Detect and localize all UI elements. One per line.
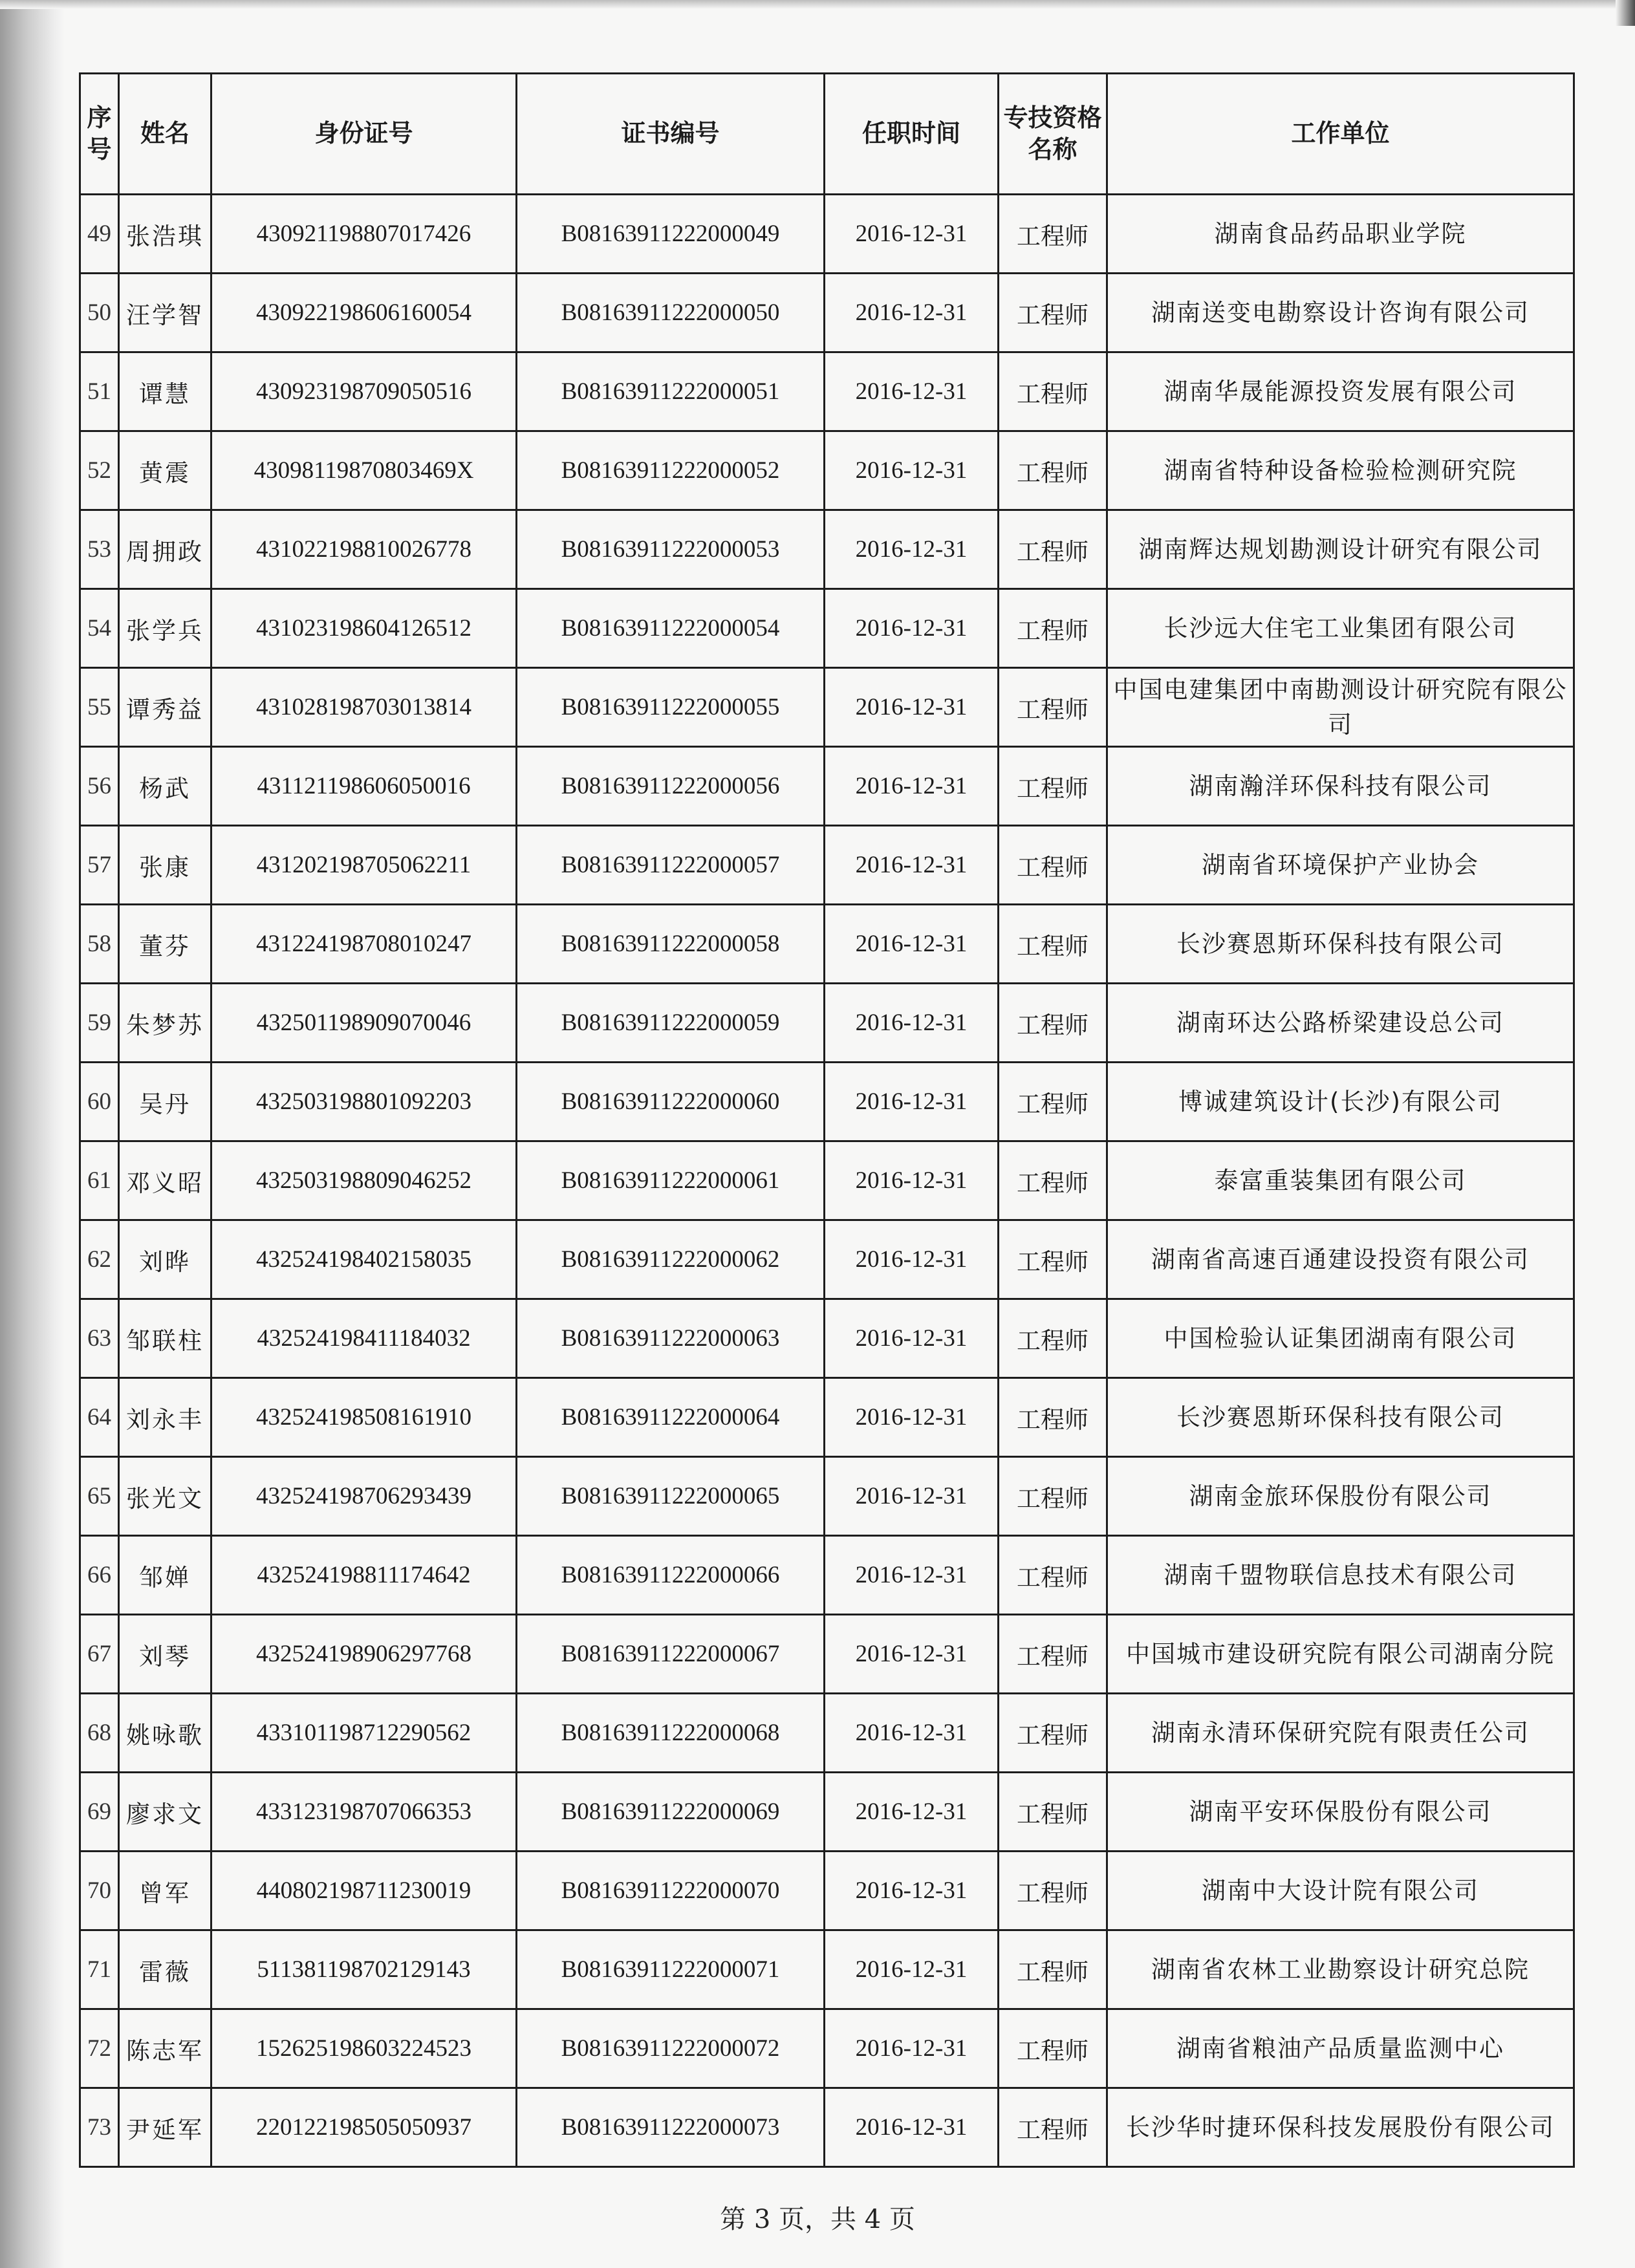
appointment-date-cell: 2016-12-31 — [825, 1930, 999, 2009]
table-row — [80, 2088, 1574, 2167]
row-number-cell: 71 — [80, 1930, 119, 2009]
row-number-cell: 70 — [80, 1852, 119, 1930]
qualification-title-cell: 工程师 — [999, 984, 1107, 1063]
person-name-cell: 汪学智 — [119, 274, 211, 352]
certificate-number-cell: B08163911222000061 — [517, 1141, 825, 1220]
appointment-date-cell: 2016-12-31 — [825, 1220, 999, 1299]
id-number-cell: 433123198707066353 — [211, 1773, 517, 1852]
id-number-cell: 432503198801092203 — [211, 1063, 517, 1141]
person-name-cell: 邓义昭 — [119, 1141, 211, 1220]
qualification-title-cell: 工程师 — [999, 1063, 1107, 1141]
qualification-title-cell: 工程师 — [999, 1930, 1107, 2009]
id-number-cell: 431028198703013814 — [211, 668, 517, 747]
qualification-title-cell: 工程师 — [999, 352, 1107, 431]
qualification-title-cell: 工程师 — [999, 1299, 1107, 1378]
id-number-cell: 432524198402158035 — [211, 1220, 517, 1299]
row-number-cell: 55 — [80, 668, 119, 747]
qualification-title-cell: 工程师 — [999, 510, 1107, 589]
qualification-title-cell: 工程师 — [999, 1615, 1107, 1694]
person-name-cell: 曾军 — [119, 1852, 211, 1930]
appointment-date-cell: 2016-12-31 — [825, 1694, 999, 1773]
appointment-date-cell: 2016-12-31 — [825, 1773, 999, 1852]
work-unit-cell: 湖南瀚洋环保科技有限公司 — [1107, 747, 1574, 826]
certificate-register-table — [79, 72, 1575, 2168]
certificate-number-cell: B08163911222000060 — [517, 1063, 825, 1141]
table-row — [80, 1220, 1574, 1299]
qualification-title-cell: 工程师 — [999, 747, 1107, 826]
person-name-cell: 刘琴 — [119, 1615, 211, 1694]
id-number-cell: 432524198706293439 — [211, 1457, 517, 1536]
id-number-cell: 440802198711230019 — [211, 1852, 517, 1930]
table-row — [80, 905, 1574, 984]
appointment-date-cell: 2016-12-31 — [825, 1615, 999, 1694]
work-unit-cell: 湖南省环境保护产业协会 — [1107, 826, 1574, 905]
work-unit-cell: 湖南华晟能源投资发展有限公司 — [1107, 352, 1574, 431]
appointment-date-cell: 2016-12-31 — [825, 510, 999, 589]
table-row — [80, 1615, 1574, 1694]
certificate-number-cell: B08163911222000051 — [517, 352, 825, 431]
person-name-cell: 张浩琪 — [119, 195, 211, 274]
table-row — [80, 1063, 1574, 1141]
table-row — [80, 274, 1574, 352]
work-unit-cell: 湖南永清环保研究院有限责任公司 — [1107, 1694, 1574, 1773]
row-number-cell: 49 — [80, 195, 119, 274]
row-number-cell: 62 — [80, 1220, 119, 1299]
work-unit-cell: 湖南省农林工业勘察设计研究总院 — [1107, 1930, 1574, 2009]
row-number-cell: 73 — [80, 2088, 119, 2167]
id-number-cell: 220122198505050937 — [211, 2088, 517, 2167]
qualification-title-cell: 工程师 — [999, 826, 1107, 905]
id-number-cell: 432524198811174642 — [211, 1536, 517, 1615]
row-number-cell: 60 — [80, 1063, 119, 1141]
table-row — [80, 826, 1574, 905]
certificate-number-cell: B08163911222000053 — [517, 510, 825, 589]
row-number-cell: 65 — [80, 1457, 119, 1536]
id-number-cell: 432524198508161910 — [211, 1378, 517, 1457]
header-work-unit: 工作单位 — [1107, 74, 1574, 195]
work-unit-cell: 湖南省高速百通建设投资有限公司 — [1107, 1220, 1574, 1299]
person-name-cell: 张学兵 — [119, 589, 211, 668]
person-name-cell: 周拥政 — [119, 510, 211, 589]
qualification-title-cell: 工程师 — [999, 1457, 1107, 1536]
certificate-number-cell: B08163911222000070 — [517, 1852, 825, 1930]
qualification-title-cell: 工程师 — [999, 274, 1107, 352]
work-unit-cell: 湖南辉达规划勘测设计研究有限公司 — [1107, 510, 1574, 589]
row-number-cell: 52 — [80, 431, 119, 510]
work-unit-cell: 湖南环达公路桥梁建设总公司 — [1107, 984, 1574, 1063]
table-row — [80, 1299, 1574, 1378]
table-row — [80, 1852, 1574, 1930]
row-number-cell: 58 — [80, 905, 119, 984]
qualification-title-cell: 工程师 — [999, 1378, 1107, 1457]
qualification-title-cell: 工程师 — [999, 905, 1107, 984]
qualification-title-cell: 工程师 — [999, 589, 1107, 668]
work-unit-cell: 中国城市建设研究院有限公司湖南分院 — [1107, 1615, 1574, 1694]
appointment-date-cell: 2016-12-31 — [825, 352, 999, 431]
row-number-cell: 57 — [80, 826, 119, 905]
header-id-number: 身份证号 — [211, 74, 517, 195]
row-number-cell: 50 — [80, 274, 119, 352]
appointment-date-cell: 2016-12-31 — [825, 747, 999, 826]
table-row — [80, 1457, 1574, 1536]
table-row — [80, 431, 1574, 510]
person-name-cell: 刘晔 — [119, 1220, 211, 1299]
certificate-number-cell: B08163911222000056 — [517, 747, 825, 826]
work-unit-cell: 中国检验认证集团湖南有限公司 — [1107, 1299, 1574, 1378]
header-certificate-number: 证书编号 — [517, 74, 825, 195]
id-number-cell: 432524198906297768 — [211, 1615, 517, 1694]
work-unit-cell: 湖南送变电勘察设计咨询有限公司 — [1107, 274, 1574, 352]
scan-edge-shadow — [0, 0, 65, 2268]
table-row — [80, 1378, 1574, 1457]
appointment-date-cell: 2016-12-31 — [825, 826, 999, 905]
work-unit-cell: 长沙华时捷环保科技发展股份有限公司 — [1107, 2088, 1574, 2167]
work-unit-cell: 湖南食品药品职业学院 — [1107, 195, 1574, 274]
work-unit-cell: 长沙远大住宅工业集团有限公司 — [1107, 589, 1574, 668]
header-qualification: 专技资格名称 — [999, 74, 1107, 195]
certificate-number-cell: B08163911222000062 — [517, 1220, 825, 1299]
table-row — [80, 589, 1574, 668]
id-number-cell: 432501198909070046 — [211, 984, 517, 1063]
table-row — [80, 1694, 1574, 1773]
id-number-cell: 430923198709050516 — [211, 352, 517, 431]
qualification-title-cell: 工程师 — [999, 1141, 1107, 1220]
work-unit-cell: 长沙赛恩斯环保科技有限公司 — [1107, 905, 1574, 984]
table-row — [80, 1930, 1574, 2009]
table-row — [80, 984, 1574, 1063]
certificate-number-cell: B08163911222000066 — [517, 1536, 825, 1615]
qualification-title-cell: 工程师 — [999, 1773, 1107, 1852]
certificate-number-cell: B08163911222000071 — [517, 1930, 825, 2009]
appointment-date-cell: 2016-12-31 — [825, 274, 999, 352]
qualification-title-cell: 工程师 — [999, 1536, 1107, 1615]
row-number-cell: 61 — [80, 1141, 119, 1220]
appointment-date-cell: 2016-12-31 — [825, 2009, 999, 2088]
person-name-cell: 张康 — [119, 826, 211, 905]
row-number-cell: 51 — [80, 352, 119, 431]
certificate-number-cell: B08163911222000055 — [517, 668, 825, 747]
appointment-date-cell: 2016-12-31 — [825, 589, 999, 668]
qualification-title-cell: 工程师 — [999, 2088, 1107, 2167]
id-number-cell: 152625198603224523 — [211, 2009, 517, 2088]
table-row — [80, 1141, 1574, 1220]
row-number-cell: 67 — [80, 1615, 119, 1694]
row-number-cell: 64 — [80, 1378, 119, 1457]
person-name-cell: 董芬 — [119, 905, 211, 984]
table-header-row — [80, 74, 1574, 195]
id-number-cell: 432503198809046252 — [211, 1141, 517, 1220]
person-name-cell: 谭慧 — [119, 352, 211, 431]
qualification-title-cell: 工程师 — [999, 431, 1107, 510]
certificate-number-cell: B08163911222000059 — [517, 984, 825, 1063]
appointment-date-cell: 2016-12-31 — [825, 1536, 999, 1615]
row-number-cell: 63 — [80, 1299, 119, 1378]
header-appointment-date: 任职时间 — [825, 74, 999, 195]
qualification-title-cell: 工程师 — [999, 1852, 1107, 1930]
work-unit-cell: 湖南省粮油产品质量监测中心 — [1107, 2009, 1574, 2088]
work-unit-cell: 中国电建集团中南勘测设计研究院有限公司 — [1107, 668, 1574, 747]
certificate-number-cell: B08163911222000063 — [517, 1299, 825, 1378]
person-name-cell: 陈志军 — [119, 2009, 211, 2088]
row-number-cell: 72 — [80, 2009, 119, 2088]
scan-top-shadow — [0, 0, 1635, 9]
appointment-date-cell: 2016-12-31 — [825, 195, 999, 274]
appointment-date-cell: 2016-12-31 — [825, 1378, 999, 1457]
row-number-cell: 66 — [80, 1536, 119, 1615]
certificate-number-cell: B08163911222000067 — [517, 1615, 825, 1694]
table-row — [80, 2009, 1574, 2088]
certificate-number-cell: B08163911222000069 — [517, 1773, 825, 1852]
appointment-date-cell: 2016-12-31 — [825, 1141, 999, 1220]
person-name-cell: 谭秀益 — [119, 668, 211, 747]
person-name-cell: 邹婵 — [119, 1536, 211, 1615]
person-name-cell: 邹联柱 — [119, 1299, 211, 1378]
id-number-cell: 430921198807017426 — [211, 195, 517, 274]
id-number-cell: 430922198606160054 — [211, 274, 517, 352]
qualification-title-cell: 工程师 — [999, 1220, 1107, 1299]
id-number-cell: 431022198810026778 — [211, 510, 517, 589]
qualification-title-cell: 工程师 — [999, 2009, 1107, 2088]
appointment-date-cell: 2016-12-31 — [825, 984, 999, 1063]
person-name-cell: 刘永丰 — [119, 1378, 211, 1457]
row-number-cell: 68 — [80, 1694, 119, 1773]
scan-corner-mark — [1616, 0, 1635, 26]
certificate-number-cell: B08163911222000064 — [517, 1378, 825, 1457]
work-unit-cell: 湖南平安环保股份有限公司 — [1107, 1773, 1574, 1852]
qualification-title-cell: 工程师 — [999, 1694, 1107, 1773]
appointment-date-cell: 2016-12-31 — [825, 1299, 999, 1378]
person-name-cell: 雷薇 — [119, 1930, 211, 2009]
certificate-number-cell: B08163911222000057 — [517, 826, 825, 905]
certificate-number-cell: B08163911222000068 — [517, 1694, 825, 1773]
row-number-cell: 59 — [80, 984, 119, 1063]
qualification-title-cell: 工程师 — [999, 195, 1107, 274]
certificate-number-cell: B08163911222000065 — [517, 1457, 825, 1536]
work-unit-cell: 泰富重装集团有限公司 — [1107, 1141, 1574, 1220]
id-number-cell: 431023198604126512 — [211, 589, 517, 668]
table-row — [80, 352, 1574, 431]
row-number-cell: 56 — [80, 747, 119, 826]
row-number-cell: 54 — [80, 589, 119, 668]
table-row — [80, 195, 1574, 274]
certificate-number-cell: B08163911222000049 — [517, 195, 825, 274]
id-number-cell: 431202198705062211 — [211, 826, 517, 905]
header-name: 姓名 — [119, 74, 211, 195]
person-name-cell: 姚咏歌 — [119, 1694, 211, 1773]
table-row — [80, 747, 1574, 826]
work-unit-cell: 湖南金旅环保股份有限公司 — [1107, 1457, 1574, 1536]
certificate-number-cell: B08163911222000073 — [517, 2088, 825, 2167]
person-name-cell: 吴丹 — [119, 1063, 211, 1141]
table-row — [80, 510, 1574, 589]
id-number-cell: 433101198712290562 — [211, 1694, 517, 1773]
work-unit-cell: 湖南省特种设备检验检测研究院 — [1107, 431, 1574, 510]
certificate-number-cell: B08163911222000050 — [517, 274, 825, 352]
page-footer: 第 3 页，共 4 页 — [720, 2205, 915, 2234]
appointment-date-cell: 2016-12-31 — [825, 905, 999, 984]
table-row — [80, 668, 1574, 747]
appointment-date-cell: 2016-12-31 — [825, 668, 999, 747]
certificate-number-cell: B08163911222000052 — [517, 431, 825, 510]
table-row — [80, 1536, 1574, 1615]
certificate-number-cell: B08163911222000058 — [517, 905, 825, 984]
work-unit-cell: 长沙赛恩斯环保科技有限公司 — [1107, 1378, 1574, 1457]
table-row — [80, 1773, 1574, 1852]
appointment-date-cell: 2016-12-31 — [825, 2088, 999, 2167]
row-number-cell: 69 — [80, 1773, 119, 1852]
id-number-cell: 431224198708010247 — [211, 905, 517, 984]
person-name-cell: 张光文 — [119, 1457, 211, 1536]
person-name-cell: 黄震 — [119, 431, 211, 510]
person-name-cell: 廖求文 — [119, 1773, 211, 1852]
row-number-cell: 53 — [80, 510, 119, 589]
id-number-cell: 432524198411184032 — [211, 1299, 517, 1378]
id-number-cell: 431121198606050016 — [211, 747, 517, 826]
appointment-date-cell: 2016-12-31 — [825, 431, 999, 510]
header-no: 序号 — [80, 74, 119, 195]
person-name-cell: 尹延军 — [119, 2088, 211, 2167]
certificate-number-cell: B08163911222000072 — [517, 2009, 825, 2088]
certificate-number-cell: B08163911222000054 — [517, 589, 825, 668]
work-unit-cell: 湖南千盟物联信息技术有限公司 — [1107, 1536, 1574, 1615]
qualification-title-cell: 工程师 — [999, 668, 1107, 747]
work-unit-cell: 博诚建筑设计(长沙)有限公司 — [1107, 1063, 1574, 1141]
appointment-date-cell: 2016-12-31 — [825, 1457, 999, 1536]
person-name-cell: 杨武 — [119, 747, 211, 826]
id-number-cell: 43098119870803469X — [211, 431, 517, 510]
appointment-date-cell: 2016-12-31 — [825, 1852, 999, 1930]
appointment-date-cell: 2016-12-31 — [825, 1063, 999, 1141]
person-name-cell: 朱梦苏 — [119, 984, 211, 1063]
id-number-cell: 511381198702129143 — [211, 1930, 517, 2009]
table-body — [80, 195, 1574, 2167]
work-unit-cell: 湖南中大设计院有限公司 — [1107, 1852, 1574, 1930]
